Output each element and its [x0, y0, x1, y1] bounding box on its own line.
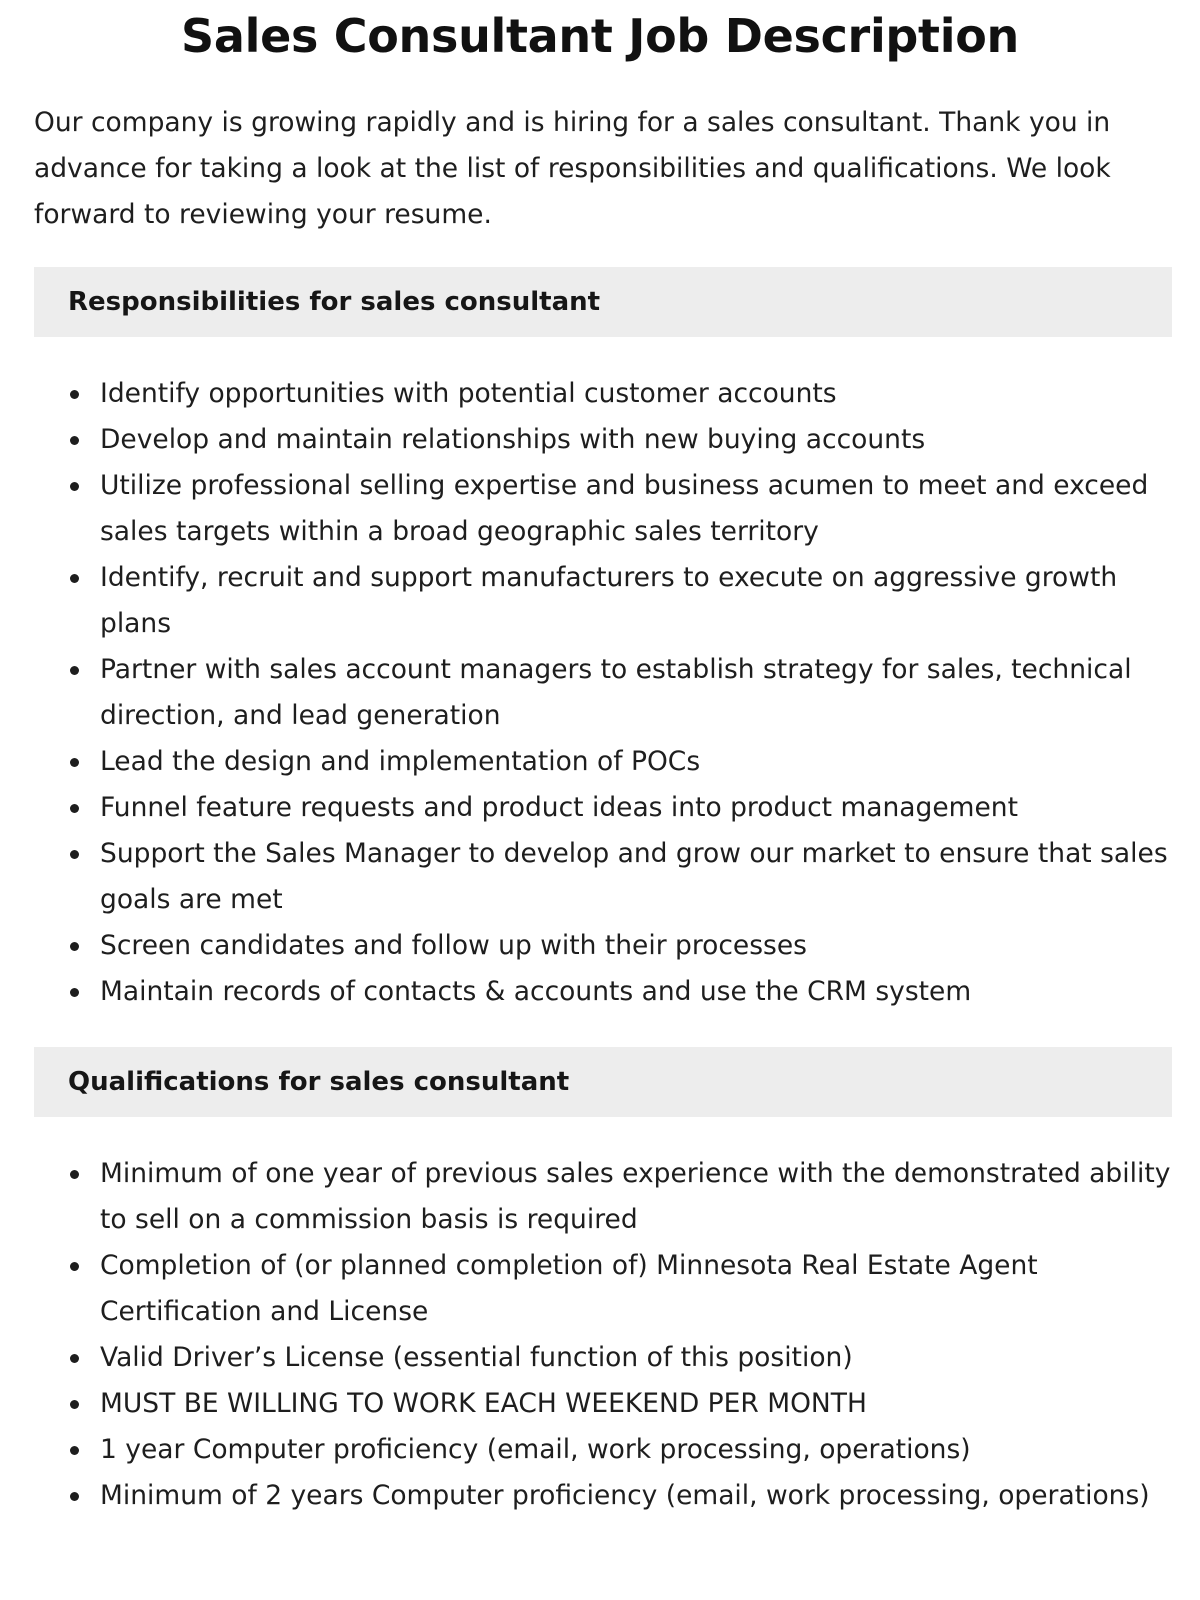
bullet-icon: [70, 482, 79, 491]
list-item-text: Identify opportunities with potential customer accounts: [100, 378, 837, 409]
list-item-text: 1 year Computer proficiency (email, work processing, operations): [100, 1434, 971, 1465]
list-item: [60, 1381, 1172, 1427]
list-item: [60, 555, 1172, 647]
bullet-icon: [70, 574, 79, 583]
bullet-icon: [70, 1262, 79, 1271]
list-item-text: Minimum of one year of previous sales experience with the demonstrated ability to sell on a commission basis is required: [100, 1158, 1171, 1235]
list-item: [60, 1473, 1172, 1519]
list-item-text: Screen candidates and follow up with their processes: [100, 930, 807, 961]
qualifications-heading: Qualifications for sales consultant: [34, 1047, 1172, 1117]
list-item: [60, 739, 1172, 785]
list-item: [60, 831, 1172, 923]
list-item-text: Support the Sales Manager to develop and grow our market to ensure that sales goals are met: [100, 838, 1168, 915]
list-item-text: Maintain records of contacts & accounts and use the CRM system: [100, 976, 972, 1007]
list-item: [60, 785, 1172, 831]
list-item: [60, 647, 1172, 739]
bullet-icon: [70, 804, 79, 813]
list-item: [60, 923, 1172, 969]
responsibilities-heading: Responsibilities for sales consultant: [34, 267, 1172, 337]
list-item-text: Valid Driver’s License (essential function of this position): [100, 1342, 853, 1373]
list-item-text: Partner with sales account managers to establish strategy for sales, technical direction, and lead generation: [100, 654, 1132, 731]
list-item: [60, 371, 1172, 417]
list-item: [60, 463, 1172, 555]
list-item-text: Utilize professional selling expertise and business acumen to meet and exceed sales targets within a broad geographic sales territory: [100, 470, 1149, 547]
bullet-icon: [70, 988, 79, 997]
list-item: [60, 969, 1172, 1015]
list-item: [60, 1427, 1172, 1473]
bullet-icon: [70, 1492, 79, 1501]
list-item: [60, 1243, 1172, 1335]
qualifications-list: [60, 1151, 1172, 1519]
bullet-icon: [70, 390, 79, 399]
list-item: [60, 1335, 1172, 1381]
bullet-icon: [70, 758, 79, 767]
bullet-icon: [70, 1400, 79, 1409]
bullet-icon: [70, 850, 79, 859]
bullet-icon: [70, 666, 79, 675]
bullet-icon: [70, 1170, 79, 1179]
intro-paragraph: Our company is growing rapidly and is hiring for a sales consultant. Thank you in advance for taking a look at the list of responsibilities and qualifications. We look forward to reviewing your resume.: [34, 107, 1111, 230]
list-item-text: Lead the design and implementation of POCs: [100, 746, 701, 777]
list-item-text: Funnel feature requests and product ideas into product management: [100, 792, 1018, 823]
responsibilities-list: [60, 371, 1172, 1015]
list-item-text: MUST BE WILLING TO WORK EACH WEEKEND PER MONTH: [100, 1388, 867, 1419]
bullet-icon: [70, 1354, 79, 1363]
list-item: [60, 417, 1172, 463]
list-item-text: Develop and maintain relationships with new buying accounts: [100, 424, 926, 455]
bullet-icon: [70, 1446, 79, 1455]
page-title: Sales Consultant Job Description: [181, 9, 1019, 63]
bullet-icon: [70, 942, 79, 951]
list-item-text: Minimum of 2 years Computer proficiency (email, work processing, operations): [100, 1480, 1150, 1511]
bullet-icon: [70, 436, 79, 445]
list-item-text: Identify, recruit and support manufacturers to execute on aggressive growth plans: [100, 562, 1118, 639]
list-item-text: Completion of (or planned completion of) Minnesota Real Estate Agent Certification and License: [100, 1250, 1038, 1327]
list-item: [60, 1151, 1172, 1243]
